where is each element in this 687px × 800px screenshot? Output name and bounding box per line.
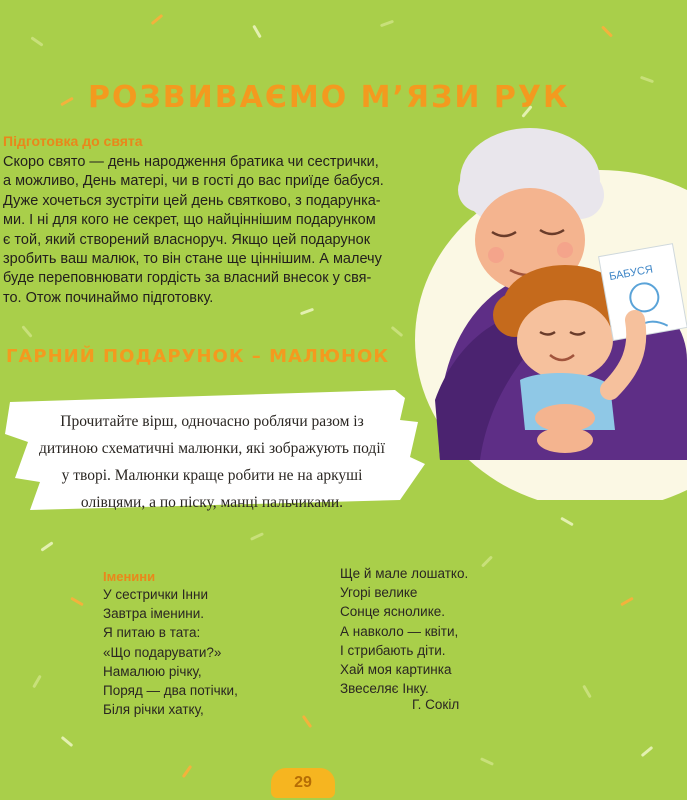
page-title: РОЗВИВАЄМО М’ЯЗИ РУК	[88, 80, 570, 116]
preparation-text: Скоро свято — день народження братика чи сестрички, а можливо, День матері, чи в гості до вас приїде бабуся. Дуже хочеться зустріти цей день святково, з подарунка- ми. І ні для кого не секрет, що найціннішим подарунком є той, який створений власноруч. Якщо цей подарунок зробить ваш малюк, то він стане ще ціннішим. А малечу буде переповнювати гордість за власний внесок у свя- то. Отож починаймо підготовку.	[3, 154, 384, 306]
grandma-hug-artwork	[400, 100, 687, 500]
gift-section-heading: ГАРНИЙ ПОДАРУНОК – МАЛЮНОК	[6, 346, 390, 367]
poem-left-column: У сестрички Інни Завтра іменини. Я питаю в тата: «Що подарувати?» Намалюю річку, Поряд — два потічки, Біля річки хатку,	[103, 587, 238, 718]
drawing-label: БАБУСЯ	[608, 263, 654, 284]
poem-author: Г. Сокіл	[412, 697, 460, 712]
page-number-badge	[271, 768, 335, 798]
preparation-heading: Підготовка до свята	[3, 133, 143, 149]
instruction-text: Прочитайте вірш, одночасно роблячи разом із дитиною схематичні малюнки, які зображують події у творі. Малюнки краще робити не на аркуші олівцями, а по піску, манці пальчиками.	[39, 413, 385, 511]
grandma-hug-illustration	[400, 100, 687, 505]
page-number: 29	[294, 774, 312, 791]
poem-right-column: Ще й мале лошатко. Угорі велике Сонце яснолике. А навколо — квіти, І стрибають діти. Хай моя картинка Звеселяє Інку.	[340, 566, 469, 697]
poem-title: Іменини	[103, 569, 156, 584]
